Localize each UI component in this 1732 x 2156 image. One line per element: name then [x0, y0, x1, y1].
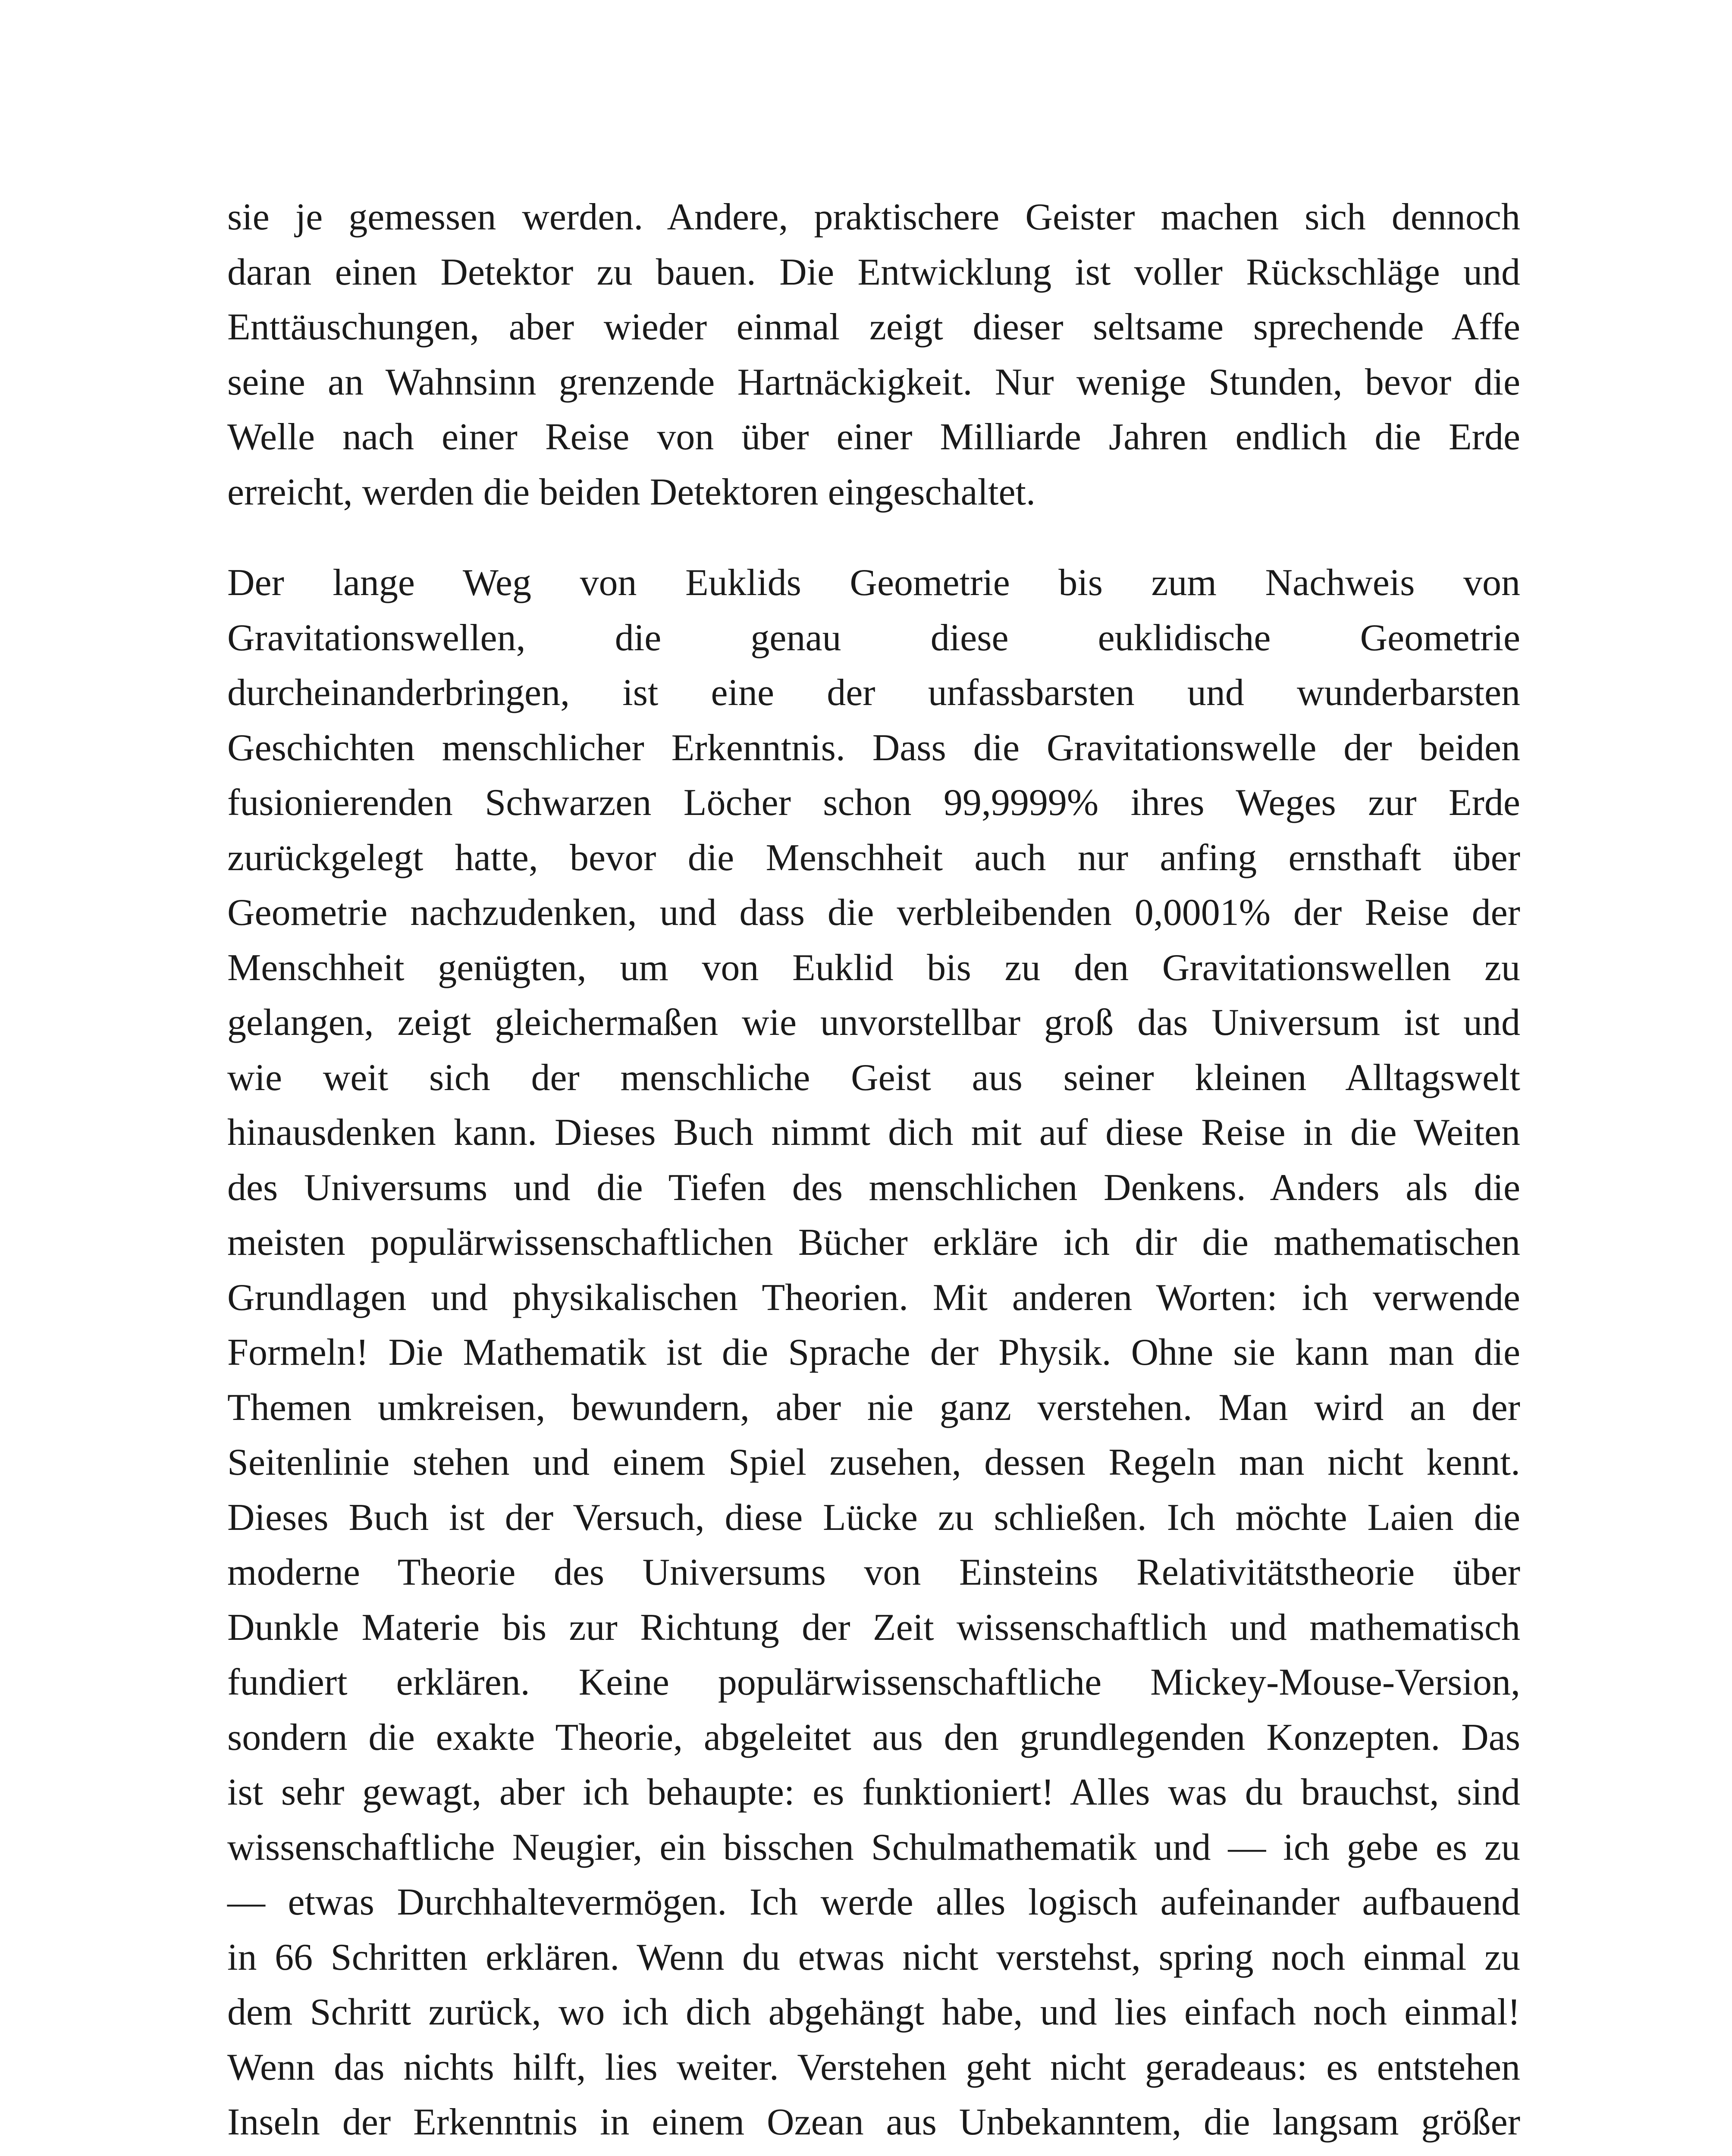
text-line: Wenn das nichts hilft, lies weiter. Verstehen geht nicht geradeaus: es entstehen: [227, 2046, 1520, 2088]
text-line: wissenschaftliche Neugier, ein bisschen Schulmathematik und — ich gebe es zu: [227, 1826, 1520, 1868]
text-line: ist sehr gewagt, aber ich behaupte: es funktioniert! Alles was du brauchst, sind: [227, 1771, 1520, 1813]
text-line: daran einen Detektor zu bauen. Die Entwicklung ist voller Rückschläge und: [227, 251, 1520, 293]
text-line: Dieses Buch ist der Versuch, diese Lücke zu schließen. Ich möchte Laien die: [227, 1496, 1520, 1539]
text-line: sie je gemessen werden. Andere, praktischere Geister machen sich dennoch: [227, 196, 1520, 238]
text-line: des Universums und die Tiefen des menschlichen Denkens. Anders als die: [227, 1166, 1520, 1209]
text-line: meisten populärwissenschaftlichen Bücher erkläre ich dir die mathematischen: [227, 1222, 1520, 1263]
text-line: — etwas Durchhaltevermögen. Ich werde alles logisch aufeinander aufbauend: [227, 1881, 1520, 1923]
paragraph-gap: [227, 520, 1520, 555]
paragraph-1: [227, 190, 1520, 520]
text-line: Enttäuschungen, aber wieder einmal zeigt dieser seltsame sprechende Affe: [227, 306, 1520, 348]
text-line: fusionierenden Schwarzen Löcher schon 99,9999% ihres Weges zur Erde: [227, 782, 1520, 824]
text-line: [227, 2150, 1520, 2156]
text-line: Grundlagen und physikalischen Theorien. Mit anderen Worten: ich verwende: [227, 1276, 1520, 1319]
text-line: zurückgelegt hatte, bevor die Menschheit auch nur anfing ernsthaft über: [227, 837, 1520, 879]
text-line: Inseln der Erkenntnis in einem Ozean aus Unbekanntem, die langsam größer: [227, 2101, 1520, 2143]
text-line: wie weit sich der menschliche Geist aus seiner kleinen Alltagswelt: [227, 1056, 1520, 1099]
text-line: dem Schritt zurück, wo ich dich abgehängt habe, und lies einfach noch einmal!: [227, 1991, 1520, 2033]
text-line: Formeln! Die Mathematik ist die Sprache der Physik. Ohne sie kann man die: [227, 1332, 1520, 1373]
text-line: Gravitationswellen, die genau diese euklidische Geometrie: [227, 617, 1520, 659]
text-line: Dunkle Materie bis zur Richtung der Zeit wissenschaftlich und mathematisch: [227, 1606, 1520, 1648]
text-line: seine an Wahnsinn grenzende Hartnäckigkeit. Nur wenige Stunden, bevor die: [227, 361, 1520, 403]
text-line: gelangen, zeigt gleichermaßen wie unvorstellbar groß das Universum ist und: [227, 1002, 1520, 1044]
text-line: Der lange Weg von Euklids Geometrie bis zum Nachweis von: [227, 562, 1520, 604]
text-line: Welle nach einer Reise von über einer Milliarde Jahren endlich die Erde: [227, 416, 1520, 458]
text-line: fundiert erklären. Keine populärwissenschaftliche Mickey-Mouse-Version,: [227, 1661, 1520, 1703]
text-line: sondern die exakte Theorie, abgeleitet aus den grundlegenden Konzepten. Das: [227, 1716, 1520, 1758]
text-line: Geometrie nachzudenken, und dass die verbleibenden 0,0001% der Reise der: [227, 892, 1520, 934]
body-text: [227, 190, 1520, 2156]
text-line: erreicht, werden die beiden Detektoren eingeschaltet.: [227, 471, 1035, 513]
text-line: Geschichten menschlicher Erkenntnis. Dass die Gravitationswelle der beiden: [227, 727, 1520, 769]
text-line: Seitenlinie stehen und einem Spiel zusehen, dessen Regeln man nicht kennt.: [227, 1442, 1520, 1483]
text-line: moderne Theorie des Universums von Einsteins Relativitätstheorie über: [227, 1551, 1520, 1593]
text-line: Themen umkreisen, bewundern, aber nie ganz verstehen. Man wird an der: [227, 1386, 1520, 1429]
text-line: Menschheit genügten, um von Euklid bis zu den Gravitationswellen zu: [227, 946, 1520, 989]
text-line: hinausdenken kann. Dieses Buch nimmt dich mit auf diese Reise in die Weiten: [227, 1112, 1520, 1153]
paragraph-2: [227, 555, 1520, 2156]
text-line: durcheinanderbringen, ist eine der unfassbarsten und wunderbarsten: [227, 672, 1520, 714]
text-line: in 66 Schritten erklären. Wenn du etwas nicht verstehst, spring noch einmal zu: [227, 1936, 1520, 1978]
